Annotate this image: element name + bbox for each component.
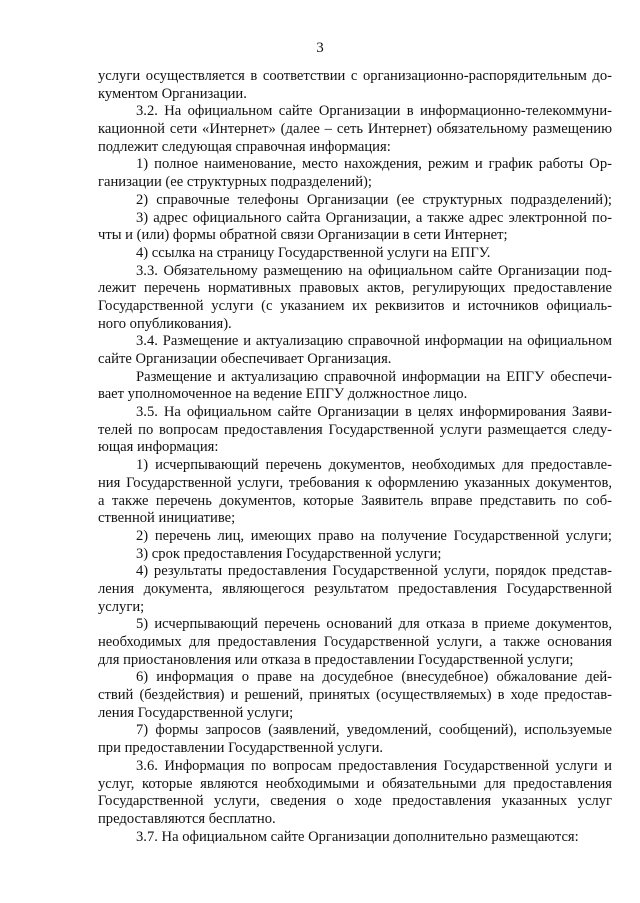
text-line: ного опубликования). [98, 315, 232, 332]
text-line: 3.7. На официальном сайте Организации дополнительно размещаются: [136, 828, 579, 845]
text-line: ления документа, являющегося результатом предоставления Государственной [98, 580, 612, 597]
text-line: Размещение и актуализацию справочной информации на ЕПГУ обеспечи- [136, 368, 612, 385]
text-line: лежит перечень нормативных правовых актов, регулирующих предоставление [98, 280, 612, 297]
text-line: ганизации (ее структурных подразделений); [98, 174, 372, 191]
text-line: 3.4. Размещение и актуализацию справочной информации на официальном [136, 333, 612, 350]
text-line: для приостановления или отказа в предоставлении Государственной услуги; [98, 651, 574, 668]
text-line: Государственной услуги (с указанием их реквизитов и источников официаль- [98, 297, 612, 314]
text-line: 3.3. Обязательному размещению на официальном сайте Организации под- [136, 262, 612, 279]
text-line: телей по вопросам предоставления Государственной услуги размещается следу- [98, 421, 612, 438]
text-line: Государственной услуги, сведения о ходе предоставления указанных услуг [98, 793, 612, 810]
text-line: ния Государственной услуги, требования к оформлению указанных документов, [98, 474, 612, 491]
text-line: а также перечень документов, которые Заявитель вправе представить по соб- [98, 492, 612, 509]
text-line: 7) формы запросов (заявлений, уведомлений, сообщений), используемые [136, 722, 612, 739]
text-line: 3.6. Информация по вопросам предоставления Государственной услуги и [136, 757, 612, 774]
text-line: 6) информация о праве на досудебное (внесудебное) обжалование дей- [136, 669, 612, 686]
text-line: 3) адрес официального сайта Организации, а также адрес электронной по- [136, 209, 612, 226]
text-line: необходимых для предоставления Государственной услуги, а также основания [98, 634, 612, 650]
page-number: 3 [316, 40, 324, 56]
text-line: ления Государственной услуги; [98, 704, 294, 721]
text-line: услуг, которые являются необходимыми и обязательными для предоставления [98, 775, 612, 792]
text-line: 1) исчерпывающий перечень документов, необходимых для предоставле- [136, 457, 612, 474]
text-line: ющая информация: [98, 439, 219, 456]
text-line: кументом Организации. [98, 85, 247, 102]
text-line: 3) срок предоставления Государственной услуги; [136, 545, 442, 562]
text-line: чты и (или) формы обратной связи Организации в сети Интернет; [98, 227, 508, 244]
text-line: кационной сети «Интернет» (далее – сеть Интернет) обязательному размещению [98, 121, 612, 138]
text-line: сайте Организации обеспечивает Организация. [98, 351, 392, 367]
text-line: подлежит следующая справочная информация: [98, 138, 391, 155]
text-line: ствий (бездействия) и решений, принятых (осуществляемых) в ходе предостав- [98, 687, 612, 704]
text-line: 1) полное наименование, место нахождения, режим и график работы Ор- [136, 156, 612, 173]
text-line: 4) результаты предоставления Государственной услуги, порядок представ- [136, 563, 612, 580]
text-line: ственной инициативе; [98, 510, 236, 527]
text-line: 5) исчерпывающий перечень оснований для отказа в приеме документов, [136, 616, 612, 633]
text-line: при предоставлении Государственной услуги. [98, 740, 384, 757]
text-line: услуги осуществляется в соответствии с организационно-распорядительным до- [98, 68, 612, 84]
text-line: 2) перечень лиц, имеющих право на получение Государственной услуги; [136, 527, 612, 544]
text-line: 2) справочные телефоны Организации (ее структурных подразделений); [136, 191, 612, 208]
text-line: 3.5. На официальном сайте Организации в целях информирования Заяви- [136, 404, 612, 421]
text-line: 4) ссылка на страницу Государственной услуги на ЕПГУ. [136, 244, 491, 261]
text-line: предоставляются бесплатно. [98, 810, 276, 827]
text-line: услуги; [98, 598, 145, 615]
text-line: вает уполномоченное на ведение ЕПГУ должностное лицо. [98, 386, 468, 403]
body-text [98, 68, 612, 846]
text-line: 3.2. На официальном сайте Организации в информационно-телекоммуни- [136, 103, 612, 120]
